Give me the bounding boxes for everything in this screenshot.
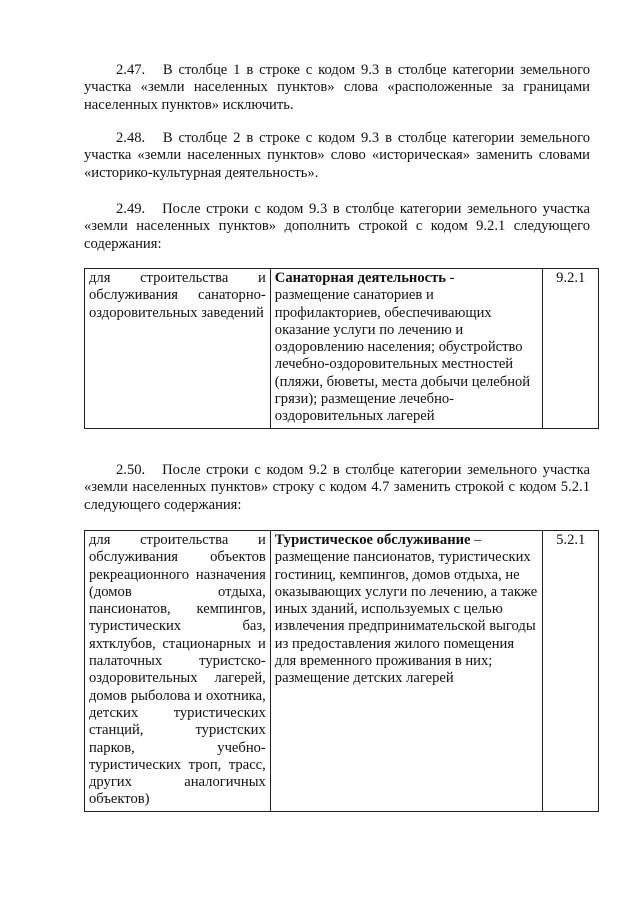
table-row <box>85 269 599 429</box>
activity-title: Туристическое обслуживание <box>274 532 471 548</box>
purpose-cell <box>85 531 271 812</box>
description-cell <box>270 531 543 812</box>
activity-code: 5.2.1 <box>556 532 586 548</box>
paragraph-2-48 <box>84 130 590 182</box>
paragraph-text: В столбце 1 в строке с кодом 9.3 в столбце категории земельного участка «земли населенных пунктов» слова «расположенные за границами населенных пунктов» исключить. <box>84 62 590 113</box>
table-code-9-2-1 <box>84 268 599 429</box>
paragraph-2-50 <box>84 462 590 514</box>
paragraph-2-49 <box>84 201 590 253</box>
title-dash: – <box>470 532 482 548</box>
paragraph-2-47 <box>84 62 590 114</box>
activity-description: размещение пансионатов, туристических гостиниц, кемпингов, домов отдыха, не оказывающих услуги по лечению, а также иных зданий, используемых с целью извлечения предпринимательской выгоды из предоставления жилого помещения для временного проживания в них; размещение детских лагерей <box>274 549 538 687</box>
activity-title: Санаторная деятельность <box>274 270 446 286</box>
code-cell <box>543 531 599 812</box>
description-cell <box>270 269 543 429</box>
code-cell <box>543 269 599 429</box>
title-dash: - <box>445 270 455 286</box>
paragraph-number: 2.49. <box>116 201 146 217</box>
purpose-text: для строительства и обслуживания объектов рекреационного назначения (домов отдыха, пансионатов, кемпингов, туристических баз, яхтклубов, стационарных и палаточных туристско-оздоровительных лагерей, домов рыболова и охотника, детских туристических станций, туристских парков, учебно-туристических троп, трасс, других аналогичных объектов) <box>89 532 266 808</box>
paragraph-number: 2.48. <box>116 130 146 146</box>
paragraph-text: В столбце 2 в строке с кодом 9.3 в столбце категории земельного участка «земли населенных пунктов» слово «историческая» заменить словами «историко-культурная деятельность». <box>84 130 590 181</box>
activity-code: 9.2.1 <box>556 270 586 286</box>
paragraph-number: 2.50. <box>116 462 146 478</box>
table-code-5-2-1 <box>84 530 599 812</box>
paragraph-text: После строки с кодом 9.3 в столбце категории земельного участка «земли населенных пунктов» дополнить строкой с кодом 9.2.1 следующего содержания: <box>84 201 590 252</box>
paragraph-number: 2.47. <box>116 62 146 78</box>
purpose-text: для строительства и обслуживания санаторно-оздоровительных заведений <box>89 270 266 321</box>
activity-description: размещение санаториев и профилакториев, обеспечивающих оказание услуги по лечению и оздоровлению населения; обустройство лечебно-оздоровительных местностей (пляжи, бюветы, места добычи целебной грязи); размещение лечебно-оздоровительных лагерей <box>274 287 531 425</box>
paragraph-text: После строки с кодом 9.2 в столбце категории земельного участка «земли населенных пунктов» строку с кодом 4.7 заменить строкой с кодом 5.2.1 следующего содержания: <box>84 462 590 513</box>
table-row <box>85 531 599 812</box>
purpose-cell <box>85 269 271 429</box>
